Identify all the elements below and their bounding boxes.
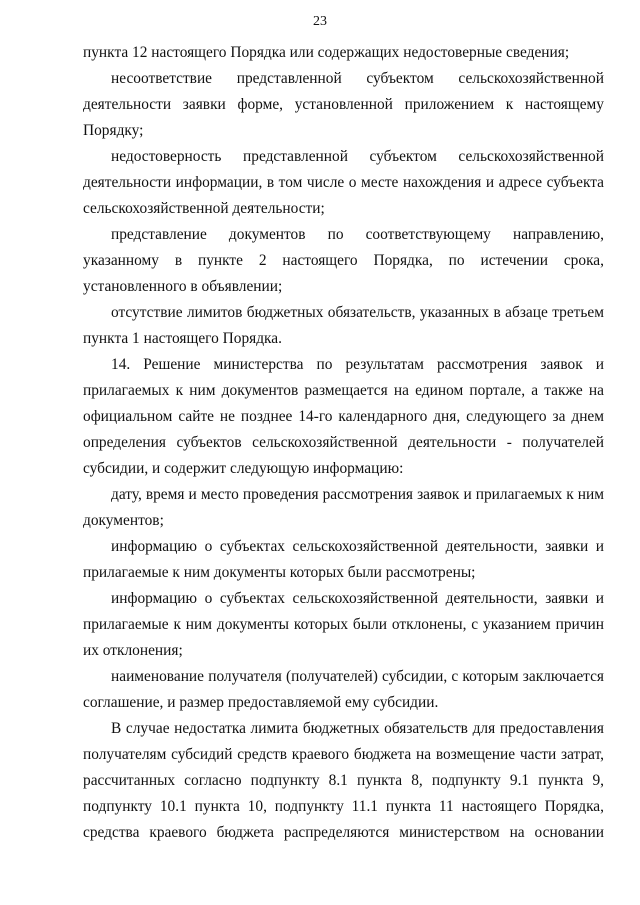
paragraph-budget-shortage: В случае недостатка лимита бюджетных обязательств для предоставления получателям субсидий средств краевого бюджета на возмещение части затрат, рассчитанных согласно подпункту 8.1 пункта 8, подпункту 9.1 пункта 9, подпункту 10.1 пункта 10, подпункту 11.1 пункта 11 настоящего Порядка, средства краевого бюджета распределяются министерством на основании (83, 720, 604, 841)
paragraph-no-limits: отсутствие лимитов бюджетных обязательств, указанных в абзаце третьем пункта 1 настоящего Порядка. (83, 304, 604, 347)
paragraph-invalid-info: недостоверность представленной субъектом сельскохозяйственной деятельности информации, в том числе о месте нахождения и адресе субъекта сельскохозяйственной деятельности; (83, 148, 604, 217)
paragraph-review-date: дату, время и место проведения рассмотрения заявок и прилагаемых к ним документов; (83, 486, 604, 529)
paragraph-rejected-info: информацию о субъектах сельскохозяйственной деятельности, заявки и прилагаемые к ним документы которых были отклонены, с указанием причин их отклонения; (83, 590, 604, 659)
paragraph-form-mismatch: несоответствие представленной субъектом сельскохозяйственной деятельности заявки форме, установленной приложением к настоящему Порядку; (83, 70, 604, 139)
page-number: 23 (313, 14, 327, 29)
paragraph-late-submission: представление документов по соответствующему направлению, указанному в пункте 2 настоящего Порядка, по истечении срока, установленного в объявлении; (83, 226, 604, 295)
paragraph-recipient-name: наименование получателя (получателей) субсидии, с которым заключается соглашение, и размер предоставляемой ему субсидии. (83, 668, 604, 711)
document-body (83, 40, 604, 846)
paragraph-reviewed-info: информацию о субъектах сельскохозяйственной деятельности, заявки и прилагаемые к ним документы которых были рассмотрены; (83, 538, 604, 581)
paragraph-continuation: пункта 12 настоящего Порядка или содержащих недостоверные сведения; (83, 44, 570, 61)
paragraph-clause-14: 14. Решение министерства по результатам рассмотрения заявок и прилагаемых к ним документов размещается на едином портале, а также на официальном сайте не позднее 14-го календарного дня, следующего за днем определения субъектов сельскохозяйственной деятельности - получателей субсидии, и содержит следующую информацию: (83, 356, 604, 477)
